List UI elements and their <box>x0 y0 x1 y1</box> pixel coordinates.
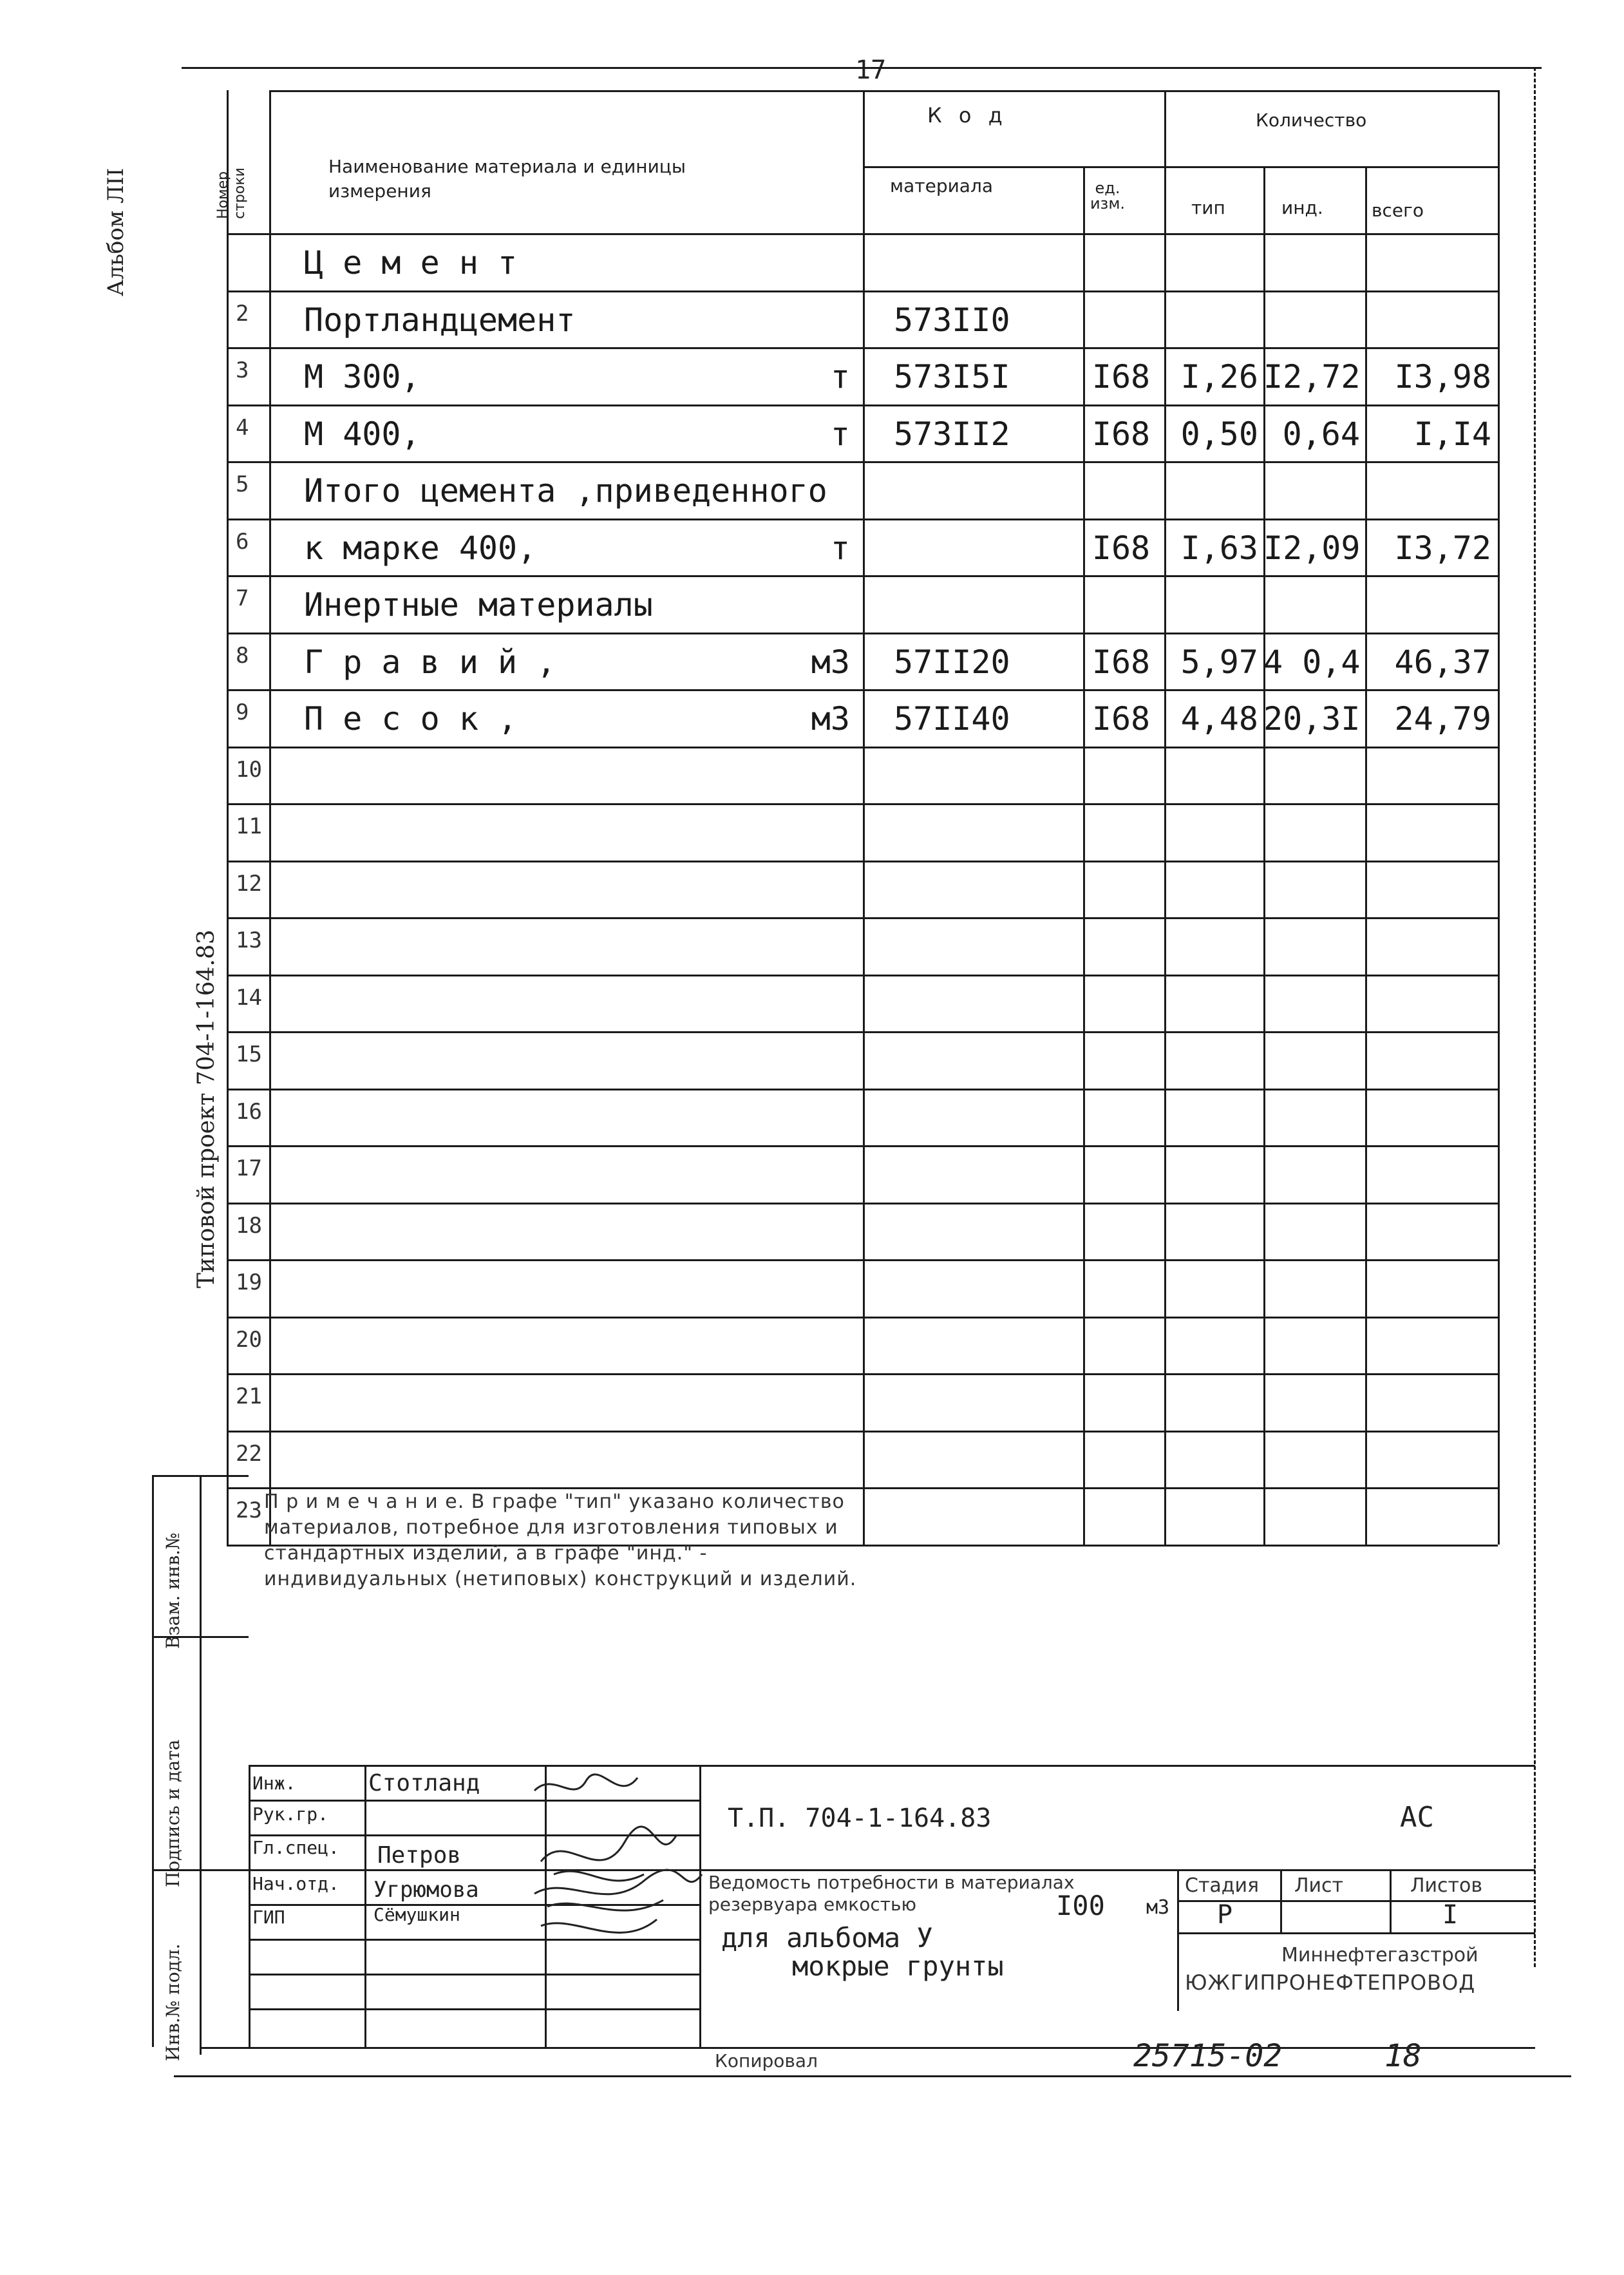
material-code: 57II40 <box>894 700 1010 738</box>
unit-code: I68 <box>1091 643 1151 681</box>
row-line <box>227 405 1498 406</box>
signature-4 <box>541 1919 657 1932</box>
col-line-7 <box>1498 90 1500 1545</box>
doc-mark: АС <box>1400 1801 1434 1834</box>
copied-label: Копировал <box>715 2050 818 2071</box>
name-4: Угрюмова <box>373 1877 479 1903</box>
row-number: 22 <box>236 1440 262 1467</box>
row-number: 4 <box>236 414 249 441</box>
tb-left-strip <box>152 1475 154 2047</box>
row-line <box>227 347 1498 349</box>
qty-ind: 4 0,4 <box>1263 643 1361 681</box>
row-number: 14 <box>236 984 262 1011</box>
row-line <box>227 689 1498 691</box>
frame-top <box>182 67 1542 69</box>
row-number: 23 <box>236 1498 262 1523</box>
col-line-4 <box>1164 90 1166 1545</box>
name-3: Петров <box>377 1842 462 1869</box>
row-line <box>227 747 1498 748</box>
archive-number: 25715-02 <box>1133 2038 1283 2074</box>
material-name: Инертные материалы <box>304 586 653 623</box>
col-line-0 <box>227 90 229 1545</box>
row-line <box>227 861 1498 862</box>
material-name: Портландцемент <box>304 301 576 339</box>
header-q-type: тип <box>1191 197 1225 218</box>
header-code-material: материала <box>890 175 994 196</box>
row-line <box>227 1031 1498 1033</box>
row-number: 20 <box>236 1326 262 1353</box>
footer-line <box>174 2075 1571 2077</box>
material-name: М 400, <box>304 415 420 453</box>
material-code: 57II20 <box>894 643 1010 681</box>
row-line <box>227 975 1498 976</box>
qty-total: 24,79 <box>1394 700 1491 738</box>
header-row-no: Номер строки <box>215 167 248 219</box>
qty-ind: I2,72 <box>1263 358 1361 395</box>
material-name: П е с о к , <box>304 700 518 738</box>
row-line <box>227 633 1498 634</box>
org-2: ЮЖГИПРОНЕФТЕПРОВОД <box>1185 1970 1476 1995</box>
material-code: 573I5I <box>894 358 1010 395</box>
material-unit: м3 <box>811 700 850 738</box>
row-number: 12 <box>236 870 262 897</box>
qty-type: 4,48 <box>1180 700 1258 738</box>
row-line <box>227 1089 1498 1090</box>
tb-left-sep1 <box>152 1636 249 1638</box>
tb-top <box>249 1765 1535 1767</box>
row-number: 21 <box>236 1384 262 1409</box>
tb-mid <box>249 1869 1535 1871</box>
note-text: П р и м е ч а н и е. В графе "тип" указано количество материалов, потребное для изготовления типовых и стандартных изделий, а в графе "инд." - индивидуальных (нетиповых) конструкций и изделий. <box>264 1490 857 1590</box>
unit-code: I68 <box>1091 529 1151 567</box>
material-unit: т <box>830 415 850 453</box>
unit-code: I68 <box>1091 415 1151 453</box>
row-line <box>227 1431 1498 1433</box>
doc-capacity-unit: м3 <box>1146 1896 1170 1919</box>
header-q-total: всего <box>1372 200 1424 221</box>
col-line-1 <box>269 90 271 1545</box>
sheet-label: Лист <box>1294 1874 1344 1897</box>
tb-bottom <box>200 2047 1535 2049</box>
role-2: Рук.гр. <box>252 1804 329 1825</box>
signature-3 <box>534 1870 702 1910</box>
row-number: 16 <box>236 1098 262 1125</box>
qty-ind: 0,64 <box>1282 415 1360 453</box>
stage-value: Р <box>1217 1900 1233 1930</box>
row-number: 8 <box>236 642 249 669</box>
unit-code: I68 <box>1091 358 1151 395</box>
material-name: М 300, <box>304 358 420 395</box>
header-top-line <box>269 90 1498 92</box>
header-q-ind: инд. <box>1281 197 1323 218</box>
signature-1 <box>534 1775 637 1791</box>
page-number: 17 <box>855 55 887 85</box>
doc-code: Т.П. 704-1-164.83 <box>728 1804 992 1833</box>
row-number: 9 <box>236 700 249 725</box>
material-name: Г р а в и й , <box>304 643 556 681</box>
doc-title-line3: мокрые грунты <box>792 1950 1004 1982</box>
side-album: Альбом ЛII <box>103 167 129 296</box>
header-quantity: Количество <box>1256 109 1367 131</box>
tb-left-sep2 <box>152 1869 249 1871</box>
row-number: 17 <box>236 1156 262 1181</box>
role-1: Инж. <box>252 1773 296 1794</box>
qty-type: I,26 <box>1180 358 1258 395</box>
doc-title-line1: Ведомость потребности в материалах резервуара емкостью <box>708 1872 1075 1915</box>
qty-total: I3,98 <box>1394 358 1491 395</box>
col-line-2 <box>863 90 865 1545</box>
material-code: 573II2 <box>894 415 1010 453</box>
row-line <box>227 1145 1498 1147</box>
role-4: Нач.отд. <box>252 1873 339 1894</box>
name-1: Стотланд <box>368 1770 480 1796</box>
sheets-label: Листов <box>1410 1874 1483 1897</box>
row-number: 6 <box>236 528 249 555</box>
qty-type: 0,50 <box>1180 415 1258 453</box>
header-code-unit: ед. изм. <box>1090 179 1126 213</box>
row-number: 2 <box>236 300 249 327</box>
archive-page: 18 <box>1384 2038 1422 2074</box>
row-line <box>227 1203 1498 1204</box>
signatures <box>528 1765 721 2048</box>
sheets-value: I <box>1442 1900 1459 1930</box>
qty-ind: 20,3I <box>1263 700 1361 738</box>
qty-type: I,63 <box>1180 529 1258 567</box>
material-unit: т <box>830 529 850 567</box>
tb-v2 <box>364 1765 366 2047</box>
material-code: 573II0 <box>894 301 1010 339</box>
qty-total: I,I4 <box>1413 415 1491 453</box>
material-unit: м3 <box>811 643 850 681</box>
name-5: Сёмушкин <box>373 1904 460 1925</box>
material-name: к марке 400, <box>304 529 537 567</box>
tb-v7 <box>1390 1869 1392 1932</box>
row-line <box>227 1317 1498 1318</box>
row-number: 13 <box>236 928 262 953</box>
role-5: ГИП <box>252 1907 285 1928</box>
tb-v6 <box>1280 1869 1282 1932</box>
side-field-2: Подпись и дата <box>162 1739 184 1887</box>
tb-left-top <box>152 1475 249 1477</box>
frame-right <box>1534 67 1536 1967</box>
row-number: 11 <box>236 814 262 839</box>
unit-code: I68 <box>1091 700 1151 738</box>
row-line <box>227 519 1498 520</box>
side-field-1: Взам. инв.№ <box>162 1532 184 1649</box>
row-line <box>227 290 1498 292</box>
row-number: 7 <box>236 585 249 611</box>
row-line <box>227 803 1498 805</box>
material-name: Итого цемента ,приведенного <box>304 472 827 509</box>
row-line <box>227 461 1498 463</box>
row-number: 10 <box>236 756 262 783</box>
row-line <box>227 1373 1498 1375</box>
stage-label: Стадия <box>1185 1874 1260 1897</box>
header-bottom-line <box>227 233 1498 235</box>
row-line <box>227 1259 1498 1261</box>
qty-type: 5,97 <box>1180 643 1258 681</box>
tb-v1 <box>249 1765 250 2047</box>
header-name: Наименование материала и единицы измерения <box>328 156 686 202</box>
header-code: К о д <box>927 103 1008 128</box>
role-3: Гл.спец. <box>252 1837 339 1858</box>
binding-line <box>200 1475 202 2055</box>
row-line <box>227 917 1498 919</box>
header-mid-line <box>863 166 1498 168</box>
qty-total: 46,37 <box>1394 643 1491 681</box>
tb-stage-line2 <box>1177 1932 1535 1934</box>
qty-total: I3,72 <box>1394 529 1491 567</box>
row-number: 5 <box>236 471 249 497</box>
row-number: 18 <box>236 1212 262 1239</box>
row-line <box>227 575 1498 577</box>
side-field-3: Инв.№ подл. <box>162 1943 184 2061</box>
row-number: 3 <box>236 357 249 383</box>
side-project: Типовой проект 704-1-164.83 <box>193 929 220 1288</box>
doc-title-line2: для альбома У <box>721 1922 933 1954</box>
doc-capacity: I00 <box>1056 1890 1105 1921</box>
row-number: 19 <box>236 1270 262 1295</box>
qty-ind: I2,09 <box>1263 529 1361 567</box>
row-number: 15 <box>236 1042 262 1067</box>
material-unit: т <box>830 358 850 395</box>
material-name: Ц е м е н т <box>304 244 518 281</box>
org-1: Миннефтегазстрой <box>1281 1944 1478 1966</box>
tb-v5 <box>1177 1869 1179 2011</box>
